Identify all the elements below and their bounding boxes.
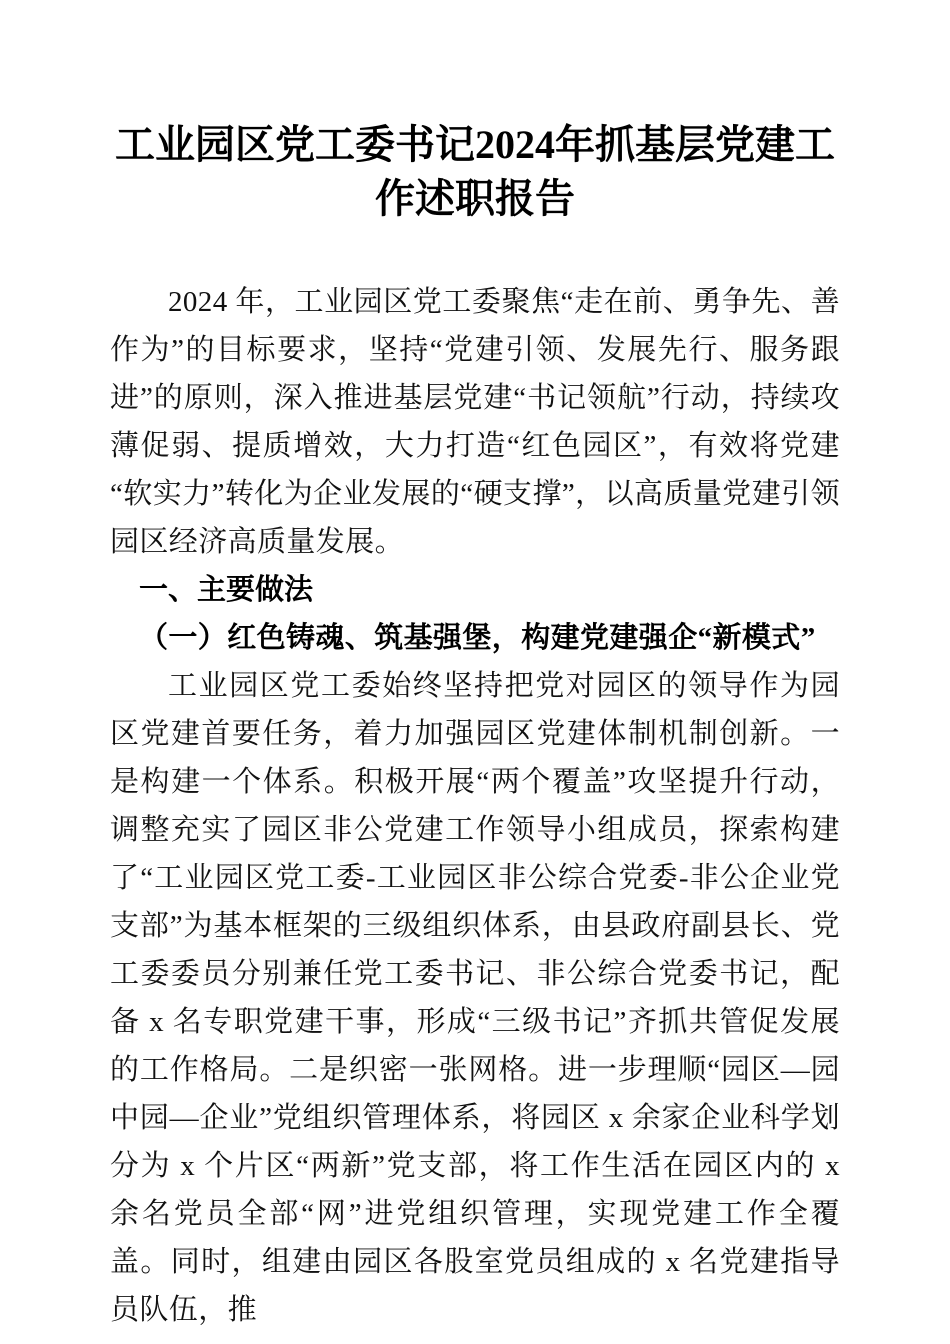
subsection-heading-one: （一）红色铸魂、筑基强堡，构建党建强企“新模式” (139, 622, 816, 654)
title-spacer (110, 226, 840, 278)
section-heading-main-practices: 一、主要做法 (139, 574, 314, 606)
intro-paragraph: 2024 年，工业园区党工委聚焦“走在前、勇争先、善作为”的目标要求，坚持“党建引领、发展先行、服务跟进”的原则，深入推进基层党建“书记领航”行动，持续攻薄促弱、提质增效，大力打造“红色园区”，有效将党建“软实力”转化为企业发展的“硬支撑”，以高质量党建引领园区经济高质量发展。 (110, 286, 840, 558)
page-title: 工业园区党工委书记2024年抓基层党建工作述职报告 (115, 122, 835, 221)
body-paragraph-one: 工业园区党工委始终坚持把党对园区的领导作为园区党建首要任务，着力加强园区党建体制机制创新。一是构建一个体系。积极开展“两个覆盖”攻坚提升行动，调整充实了园区非公党建工作领导小组成员，探索构建了“工业园区党工委-工业园区非公综合党委-非公企业党支部”为基本框架的三级组织体系，由县政府副县长、党工委委员分别兼任党工委书记、非公综合党委书记，配备 x 名专职党建干事，形成“三级书记”齐抓共管促发展的工作格局。二是织密一张网格。进一步理顺“园区—园中园—企业”党组织管理体系，将园区 x 余家企业科学划分为 x 个片区“两新”党支部，将工作生活在园区内的 x 余名党员全部“网”进党组织管理，实现党建工作全覆盖。同时，组建由园区各股室党员组成的 x 名党建指导员队伍，推 (110, 670, 840, 1326)
document-body (110, 278, 840, 1334)
